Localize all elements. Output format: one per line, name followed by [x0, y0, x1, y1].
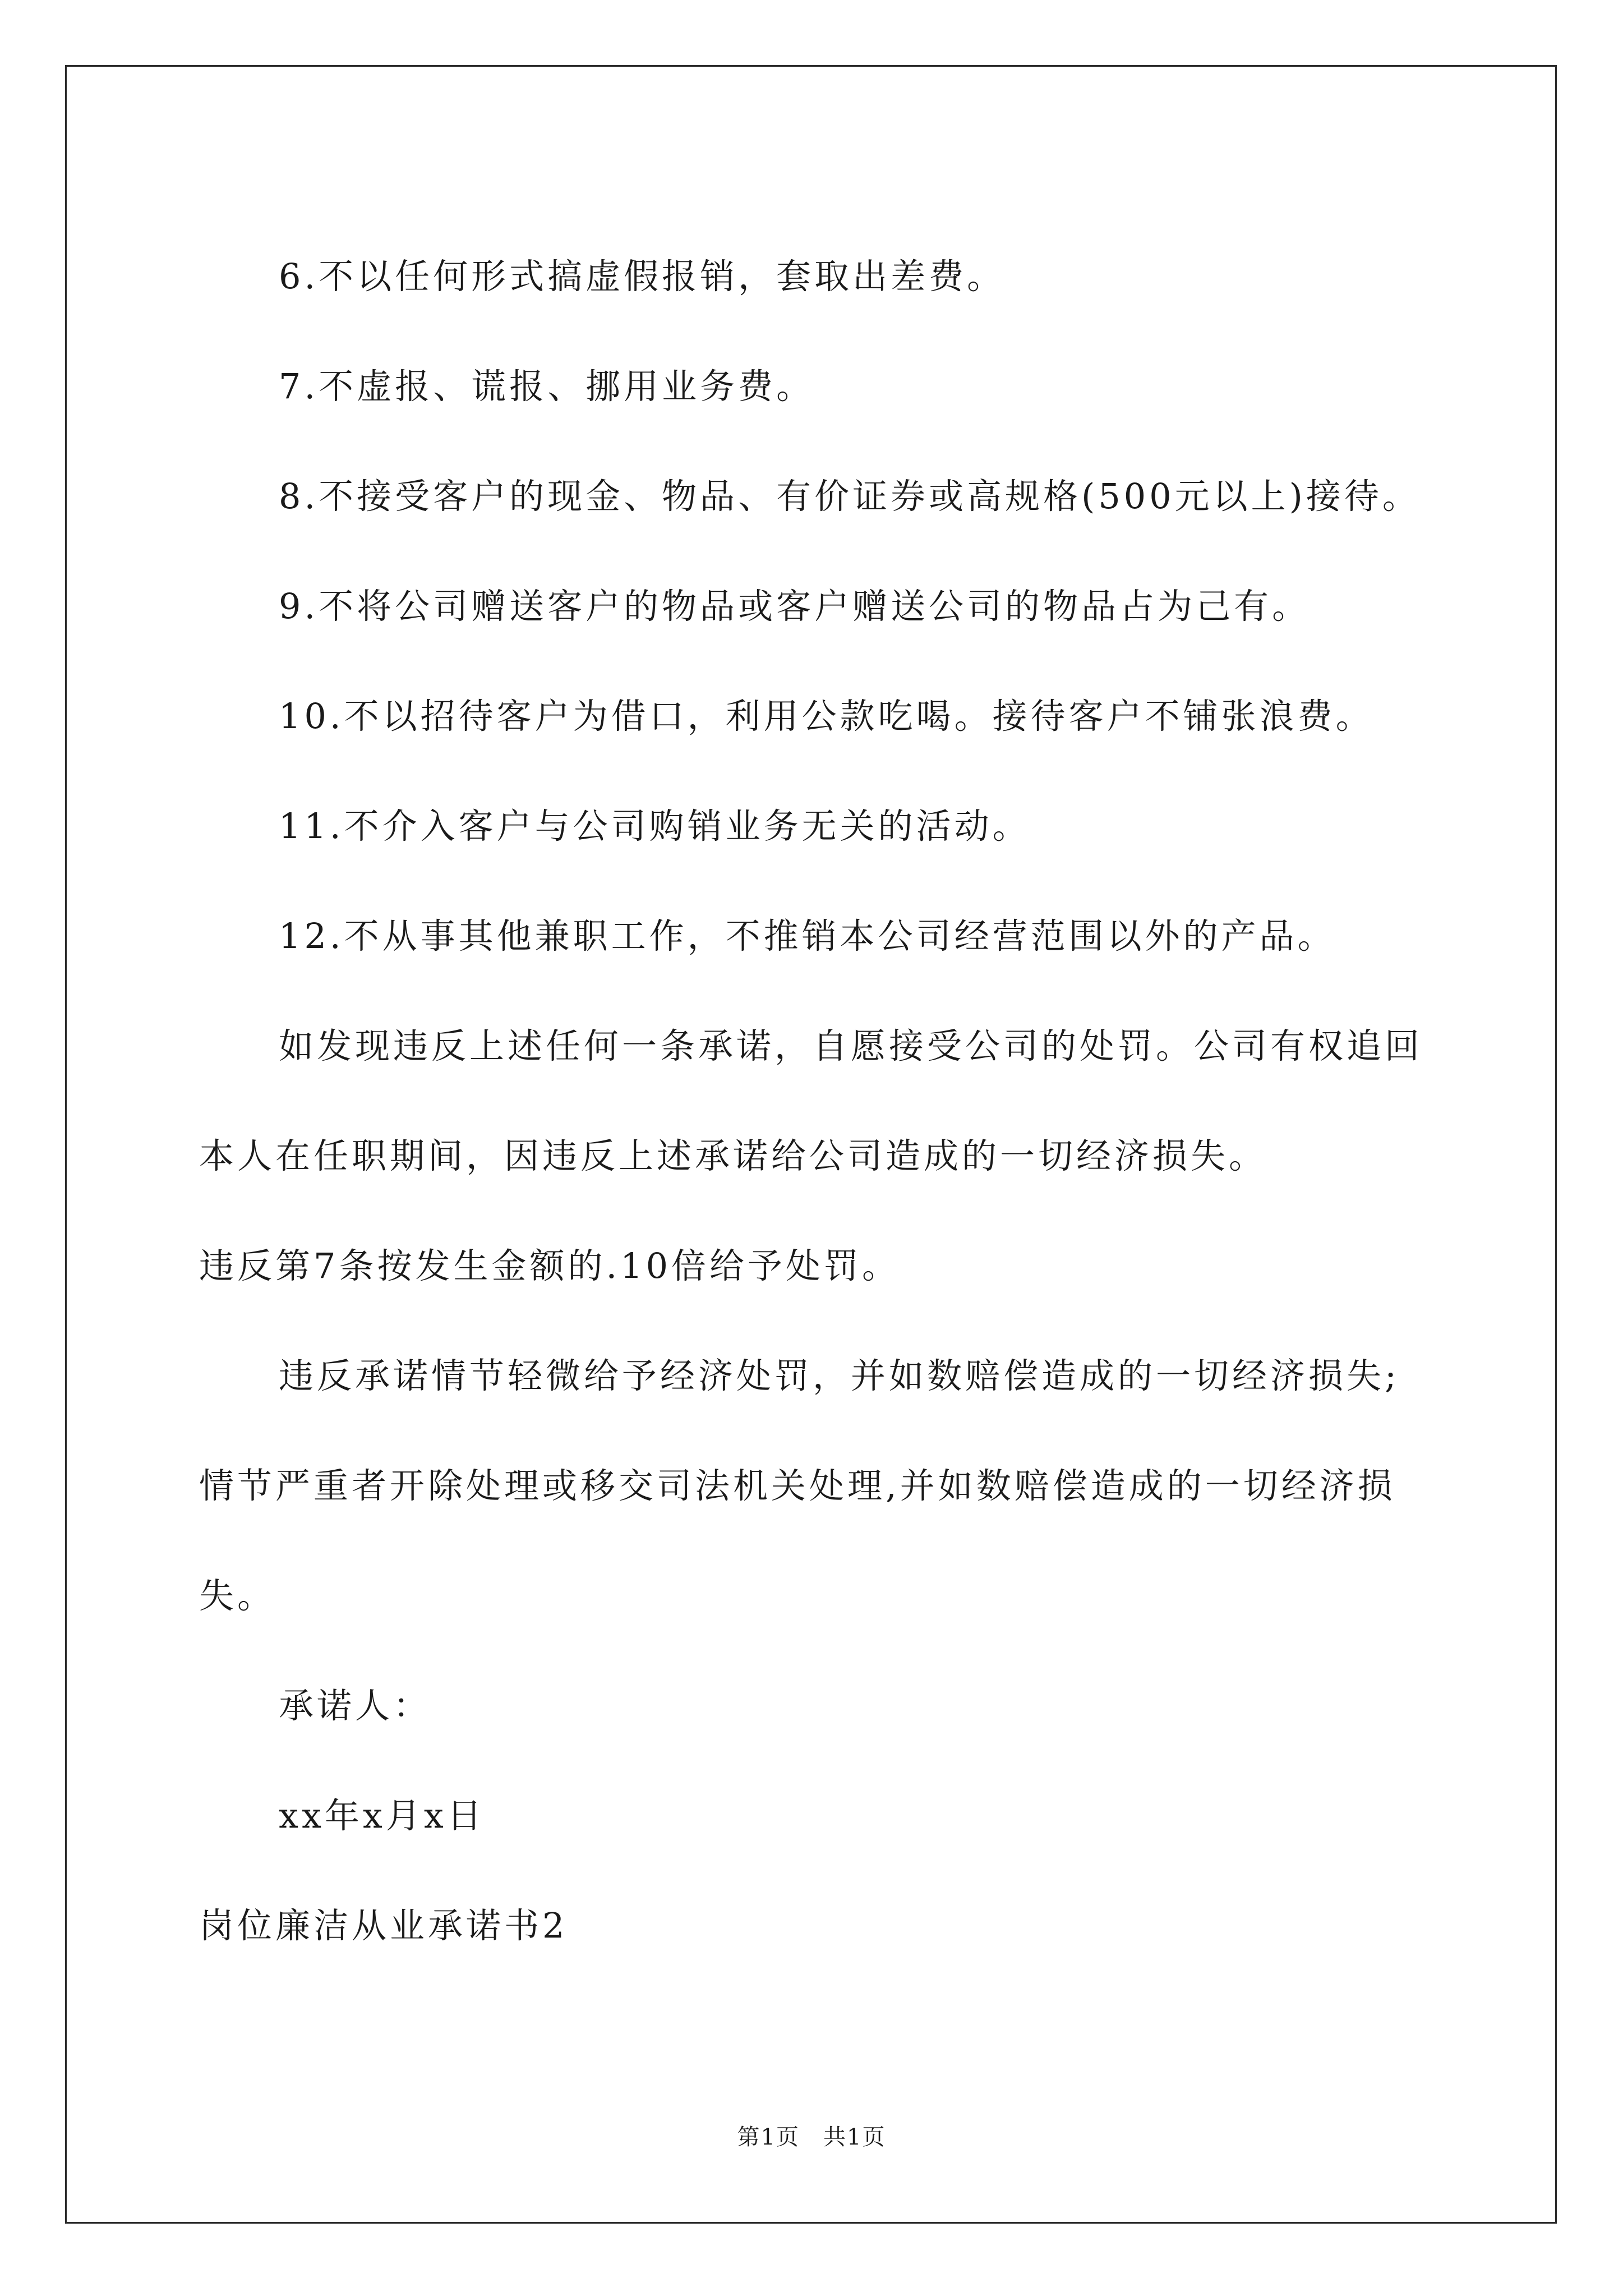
paragraph-item-6: 6.不以任何形式搞虚假报销，套取出差费。 [279, 256, 1006, 297]
paragraph-item-9: 9.不将公司赠送客户的物品或客户赠送公司的物品占为己有。 [279, 586, 1311, 627]
paragraph-item-10: 10.不以招待客户为借口，利用公款吃喝。接待客户不铺张浪费。 [279, 696, 1374, 737]
paragraph-penalty-detail: 违反承诺情节轻微给予经济处罚，并如数赔偿造成的一切经济损失;情节严重者开除处理或移交司法机关处理,并如数赔偿造成的一切经济损失。 [199, 1355, 1400, 1616]
signatory-label: 承诺人： [279, 1685, 432, 1726]
paragraph-item-11: 11.不介入客户与公司购销业务无关的活动。 [279, 806, 1031, 846]
paragraph-penalty-rule: 违反第7条按发生金额的.10倍给予处罚。 [199, 1245, 901, 1286]
paragraph-item-7: 7.不虚报、谎报、挪用业务费。 [279, 366, 815, 407]
date-line: xx年x月x日 [279, 1795, 485, 1836]
paragraph-violation-notice: 如发现违反上述任何一条承诺，自愿接受公司的处罚。公司有权追回本人在任职期间，因违反上述承诺给公司造成的一切经济损失。 [199, 1025, 1423, 1176]
paragraph-item-8: 8.不接受客户的现金、物品、有价证券或高规格(500元以上)接待。 [279, 476, 1421, 517]
document-body [199, 222, 1433, 1981]
paragraph-item-12: 12.不从事其他兼职工作，不推销本公司经营范围以外的产品。 [279, 915, 1336, 956]
section-title: 岗位廉洁从业承诺书2 [199, 1905, 568, 1946]
page-footer: 第1页 共1页 [737, 2124, 886, 2150]
